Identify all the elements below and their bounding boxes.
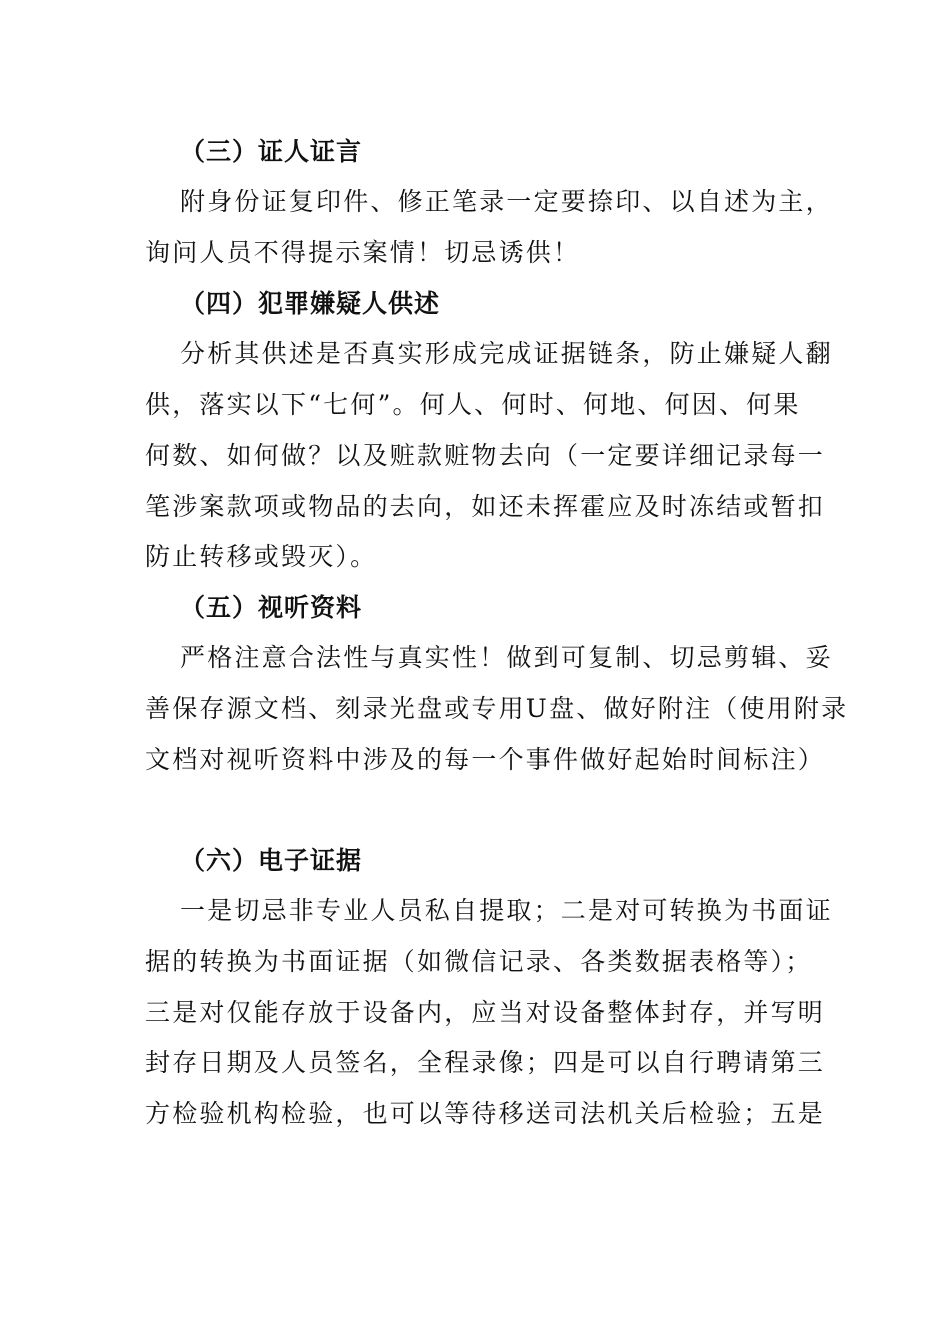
- paragraph-line: 据的转换为书面证据（如微信记录、各类数据表格等）；: [145, 947, 813, 976]
- paragraph-line: 附身份证复印件、修正笔录一定要捺印、以自述为主，: [180, 187, 833, 216]
- paragraph-line: 一是切忌非专业人员私自提取；二是对可转换为书面证: [180, 896, 833, 925]
- section-heading-audiovisual: （五）视听资料: [180, 593, 363, 622]
- paragraph-line: 三是对仅能存放于设备内，应当对设备整体封存，并写明: [145, 998, 826, 1027]
- paragraph-line: 文档对视听资料中涉及的每一个事件做好起始时间标注）: [145, 745, 826, 774]
- paragraph-line: 供，落实以下“七何”。何人、何时、何地、何因、何果: [145, 390, 801, 419]
- paragraph-line: 善保存源文档、刻录光盘或专用U盘、做好附注（使用附录: [145, 694, 849, 723]
- section-heading-electronic-evidence: （六）电子证据: [180, 846, 363, 875]
- paragraph-line: 严格注意合法性与真实性！做到可复制、切忌剪辑、妥: [180, 643, 833, 672]
- section-heading-suspect-statement: （四）犯罪嫌疑人供述: [180, 289, 441, 318]
- paragraph-line: 分析其供述是否真实形成完成证据链条，防止嫌疑人翻: [180, 339, 833, 368]
- paragraph-line: 何数、如何做？以及赃款赃物去向（一定要详细记录每一: [145, 441, 826, 470]
- paragraph-line: 笔涉案款项或物品的去向，如还未挥霍应及时冻结或暂扣: [145, 492, 826, 521]
- section-heading-witness-testimony: （三）证人证言: [180, 137, 363, 166]
- paragraph-line: 询问人员不得提示案情！切忌诱供！: [145, 238, 581, 267]
- paragraph-line: 防止转移或毁灭）。: [145, 542, 378, 571]
- paragraph-line: 方检验机构检验，也可以等待移送司法机关后检验；五是: [145, 1099, 826, 1128]
- paragraph-line: 封存日期及人员签名，全程录像；四是可以自行聘请第三: [145, 1048, 826, 1077]
